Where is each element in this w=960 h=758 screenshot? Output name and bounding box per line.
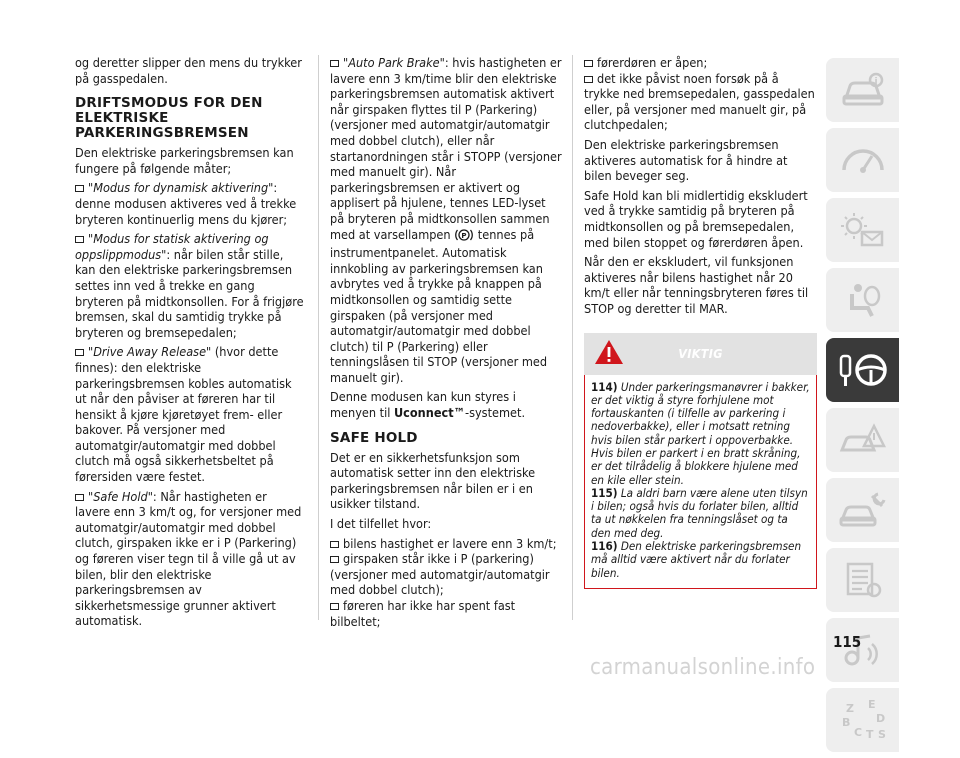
column-1	[75, 55, 305, 633]
condition-item	[330, 536, 562, 552]
checkbox-bullet-icon	[584, 60, 593, 67]
checkbox-bullet-icon	[75, 236, 84, 243]
condition-item	[330, 551, 562, 598]
warning-number: 114)	[591, 379, 618, 394]
checkbox-bullet-icon	[330, 556, 339, 563]
bullet-text: (hvor dette finnes): den elektriske parkeringsbremsen kobles automatisk ut når den påviser at føreren har til hensikt å kjøre kjøretøyet frem- eller bakover. På versjoner med automatgir/automatgir med dobbel clutch må også sikkerhetsbeltet på førersiden være festet.	[75, 344, 292, 485]
condition-text: førerdøren er åpen;	[597, 55, 708, 70]
bullet-title: "Modus for dynamisk aktivering"	[88, 180, 274, 196]
tab-starting-driving[interactable]	[826, 338, 899, 402]
svg-text:D: D	[875, 712, 885, 725]
bullet-text: : når bilen står stille, kan den elektriske parkeringsbremsen settes inn ved å trekke en gang bryteren på midtkonsollen. For å frigjøre bremsen, skal du samtidig trykke på bryteren og bremsepedalen;	[75, 246, 304, 340]
page-number: 115	[833, 633, 862, 651]
bullet-item	[75, 344, 305, 484]
warning-triangle-icon	[594, 339, 624, 369]
bullet-title: "Safe Hold"	[88, 488, 153, 504]
warning-text: Den elektriske parkeringsbremsen må alltid være aktivert når du forlater bilen.	[591, 539, 802, 580]
paragraph: Den elektriske parkeringsbremsen aktiveres automatisk for å hindre at bilen beveger seg.	[584, 136, 788, 184]
car-wrench-icon	[838, 490, 888, 530]
warning-body	[584, 375, 817, 589]
svg-text:B: B	[841, 716, 850, 729]
checkbox-bullet-icon	[584, 76, 593, 83]
car-info-icon	[838, 70, 888, 110]
bullet-title: "Drive Away Release"	[88, 344, 212, 360]
bullet-title: "Modus for statisk aktivering og oppslippmodus"	[75, 231, 269, 262]
lights-envelope-icon	[838, 210, 888, 250]
condition-item	[584, 71, 817, 133]
svg-text:P: P	[461, 231, 467, 240]
column-3	[584, 55, 817, 589]
condition-item	[330, 598, 562, 629]
seat-airbag-icon	[838, 280, 888, 320]
svg-text:T: T	[865, 728, 874, 741]
paragraph: Når den er ekskludert, vil funksjonen aktiveres når bilens hastighet når 20 km/t eller når tenningsbryteren føres til STOP og deretter til MAR.	[584, 254, 809, 316]
tab-emergency[interactable]	[826, 408, 899, 472]
checkbox-bullet-icon	[330, 60, 339, 67]
paragraph: Det er en sikkerhetsfunksjon som automatisk setter inn den elektriske parkeringsbremsen når bilen er i en usikker tilstand.	[330, 449, 536, 512]
warning-title: VIKTIG	[678, 345, 723, 361]
tab-safety[interactable]	[826, 268, 899, 332]
warning-text: Under parkeringsmanøvrer i bakker, er det viktig å styre forhjulene mot fortauskanten (i tilfelle av parkering i nedoverbakke), eller i motsatt retning hvis bilen står parkert i oppoverbakke. Hvis bilen er parkert i en bratt skråning, er det tilrådelig å blokkere hjulene med en kile eller stein.	[591, 379, 810, 487]
parking-brake-warning-icon	[454, 228, 474, 246]
warning-item	[591, 381, 810, 487]
warning-text: La aldri barn være alene uten tilsyn i bilen; også hvis du forlater bilen, alltid ta ut nøkkelen fra tenningslåset og ta den med deg.	[591, 485, 808, 540]
tab-index[interactable]	[826, 688, 899, 752]
condition-text: det ikke påvist noen forsøk på å trykke ned bremsepedalen, gasspedalen eller, på versjoner med manuelt gir, på clutchpedalen;	[584, 70, 815, 133]
text: -systemet.	[464, 405, 526, 421]
warning-number: 115)	[591, 485, 618, 500]
svg-text:Z: Z	[845, 702, 854, 715]
uconnect-brand: Uconnect™	[393, 405, 465, 421]
dashboard-gauge-icon	[838, 140, 888, 180]
bullet-item	[75, 489, 305, 629]
bullet-item	[75, 180, 305, 227]
condition-text: bilens hastighet er lavere enn 3 km/t;	[343, 535, 557, 551]
paragraph: Safe Hold kan bli midlertidig ekskludert ved å trykke samtidig på bryteren på midtkonsollen og på bremsepedalen, med bilen stoppet og førerdøren åpen.	[584, 187, 808, 250]
tab-car-info[interactable]	[826, 58, 899, 122]
paragraph-uconnect	[330, 389, 562, 420]
tab-dashboard[interactable]	[826, 128, 899, 192]
index-letters-icon	[838, 698, 888, 742]
watermark: carmanualsonline.info	[590, 655, 816, 680]
bullet-text: : hvis hastigheten er lavere enn 3 km/time blir den elektriske parkeringsbremsen automatisk aktivert når girspaken flyttes til P (Parkering) (versjoner med automatgir/automatgir med dobbel clutch), eller når startanordningen står i STOPP (versjoner med manuelt gir). Når parkeringsbremsen er aktivert og applisert på hjulene, tennes LED-lyset på bryteren på midtkonsollen sammen med at varsellampen	[330, 55, 562, 242]
checkbox-bullet-icon	[330, 541, 339, 548]
checkbox-bullet-icon	[75, 185, 84, 192]
warning-header	[584, 333, 817, 375]
svg-text:E: E	[867, 698, 876, 711]
condition-text: girspaken står ikke i P (parkering) (versjoner med automatgir/automatgir med dobbel clutch);	[330, 551, 550, 598]
warning-box	[584, 333, 817, 589]
paragraph: I det tilfellet hvor:	[330, 516, 432, 532]
car-warning-icon	[838, 420, 888, 460]
text: Denne modusen kan kun styres i menyen til	[330, 389, 516, 421]
chapter-tabs	[826, 58, 899, 758]
bullet-text-continued: tennes på instrumentpanelet. Automatisk innkobling av parkeringsbremsen kan avbrytes ved å trykke på knappen på midtkonsollen og samtidig sette girspaken (på versjoner med automatgir/automatgir med dobbel clutch) til P (Parkering) eller tenningslåsen til STOP (versjoner med manuelt gir).	[330, 226, 548, 385]
checkbox-bullet-icon	[75, 349, 84, 356]
column-divider	[318, 55, 319, 620]
condition-item	[584, 55, 817, 71]
paragraph: Den elektriske parkeringsbremsen kan fungere på følgende måter;	[75, 145, 294, 176]
warning-item	[591, 540, 810, 580]
section-heading-safe-hold: SAFE HOLD	[330, 429, 418, 446]
tab-maintenance[interactable]	[826, 478, 899, 542]
warning-item	[591, 487, 810, 540]
checkbox-bullet-icon	[75, 494, 84, 501]
bullet-text: : Når hastigheten er lavere enn 3 km/t og, for versjoner med automatgir/automatgir med dobbel clutch, girspaken ikke er i P (Parkering) og føreren viser tegn til å ville gå ut av bilen, blir den elektriske parkeringsbremsen av sikkerhetsmessige grunner aktivert automatisk.	[75, 488, 302, 629]
key-steering-wheel-icon	[835, 348, 891, 392]
warning-number: 116)	[591, 539, 618, 554]
section-heading-driftsmodus: DRIFTSMODUS FOR DEN ELEKTRISKE PARKERINGSBREMSEN	[75, 95, 263, 142]
bullet-text: : denne modusen aktiveres ved å trekke bryteren kontinuerlig mens du kjører;	[75, 180, 297, 227]
bullet-item	[330, 55, 562, 385]
tab-lights[interactable]	[826, 198, 899, 262]
svg-text:i: i	[873, 77, 878, 87]
column-2	[330, 55, 562, 629]
technical-data-icon	[838, 560, 888, 600]
bullet-item	[75, 231, 305, 340]
svg-text:S: S	[877, 728, 886, 741]
tab-technical-data[interactable]	[826, 548, 899, 612]
bullet-title: "Auto Park Brake"	[343, 55, 445, 70]
intro-paragraph: og deretter slipper den mens du trykker på gasspedalen.	[75, 55, 302, 86]
svg-text:C: C	[853, 726, 862, 739]
condition-text: føreren har ikke har spent fast bilbeltet;	[330, 598, 516, 629]
checkbox-bullet-icon	[330, 603, 339, 610]
column-divider	[572, 55, 573, 620]
